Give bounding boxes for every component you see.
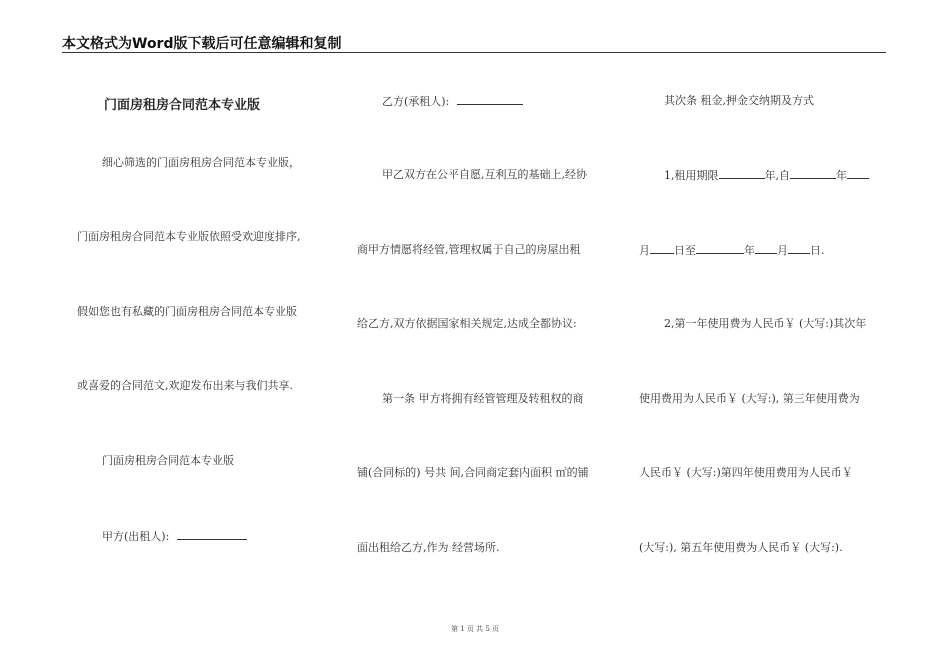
paragraph-line: 面出租给乙方,作为 经营场所. <box>357 541 500 554</box>
lease-date-text: 月 <box>639 244 650 257</box>
party-a-line <box>102 529 247 544</box>
blank-field <box>790 168 836 179</box>
lease-term-text: 年 <box>836 169 847 182</box>
paragraph-line: 甲乙双方在公平自愿,互利互的基础上,经协 <box>382 168 587 181</box>
party-b-blank <box>457 94 523 105</box>
paragraph-line: 商甲方情愿将经管,管理权属于自己的房屋出租 <box>357 243 581 256</box>
paragraph-line: (大写:), 第五年使用费为人民币￥ (大写:). <box>639 541 843 554</box>
blank-field <box>788 243 810 254</box>
paragraph-line: 给乙方,双方依据国家相关规定,达成全都协议: <box>357 317 577 330</box>
paragraph-line: 人民币￥ (大写:)第四年使用费用为人民币￥ <box>639 466 853 479</box>
header-title: 本文格式为Word版下载后可任意编辑和复制 <box>62 36 342 52</box>
party-b-label: 乙方(承租人): <box>382 95 450 108</box>
paragraph-line: 门面房租房合同范本专业版依照受欢迎度排序, <box>77 230 301 243</box>
paragraph-line: 2,第一年使用费为人民币￥ (大写:)其次年 <box>664 317 867 330</box>
lease-date-line <box>639 243 825 258</box>
paragraph-line: 或喜爱的合同范文,欢迎发布出来与我们共享. <box>77 379 293 392</box>
party-b-line <box>382 94 523 109</box>
paragraph-line: 第一条 甲方将拥有经管管理及转租权的商 <box>382 392 584 405</box>
blank-field <box>696 243 744 254</box>
paragraph-line: 其次条 租金,押金交纳期及方式 <box>664 94 814 107</box>
blank-field <box>650 243 674 254</box>
blank-field <box>755 243 777 254</box>
lease-date-text: 月 <box>777 244 788 257</box>
page-header <box>62 34 886 53</box>
blank-field <box>847 168 869 179</box>
lease-term-line <box>664 168 869 183</box>
document-title: 门面房租房合同范本专业版 <box>104 98 261 113</box>
lease-term-label: 1,租用期限 <box>664 169 719 182</box>
party-a-blank <box>177 529 247 540</box>
paragraph-line: 细心筛选的门面房租房合同范本专业版， <box>102 156 300 169</box>
paragraph-line: 铺(合同标的) 号共 间,合同商定套内面积 ㎡的铺 <box>357 466 589 479</box>
lease-date-text: 日. <box>810 244 825 257</box>
paragraph-line: 使用费用为人民币￥ (大写:), 第三年使用费为 <box>639 392 860 405</box>
paragraph-line: 假如您也有私藏的门面房租房合同范本专业版 <box>77 305 297 318</box>
lease-date-text: 年 <box>744 244 755 257</box>
lease-date-text: 日至 <box>674 244 696 257</box>
blank-field <box>719 168 765 179</box>
page-number: 第 1 页 共 5 页 <box>450 625 500 633</box>
party-a-label: 甲方(出租人): <box>102 530 170 543</box>
paragraph-line: 门面房租房合同范本专业版 <box>102 454 234 467</box>
lease-term-text: 年,自 <box>764 169 790 182</box>
